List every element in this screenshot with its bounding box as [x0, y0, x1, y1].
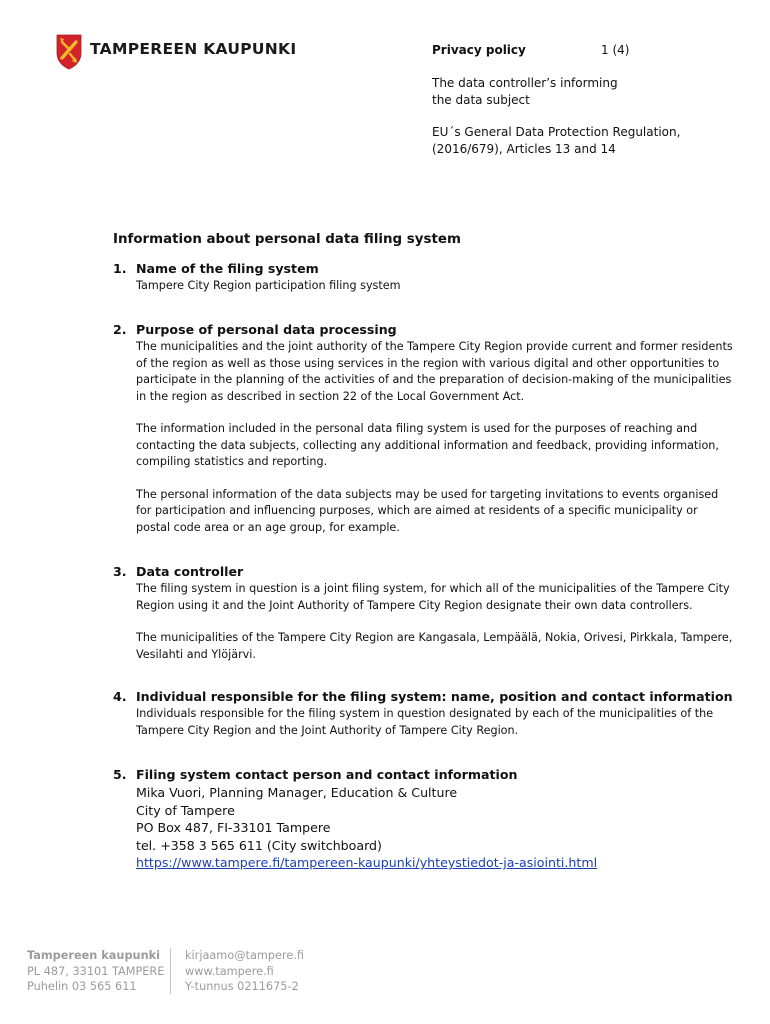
section-paragraph: The municipalities and the joint authority of the Tampere City Region provide current and former residents of the region as well as those using services in the region with various digital and other opportunities to participate in the planning of the activities of and the preparation of decision-making of the municipalities in the region as described in section 22 of the Local Government Act. [136, 340, 733, 403]
section-paragraph: The personal information of the data subjects may be used for targeting invitations to events organised for participation and influencing purposes, which are aimed at residents of a specific municipality or postal code area or an age group, for example. [136, 487, 719, 534]
header-regulation-line: (2016/679), Articles 13 and 14 [432, 142, 616, 156]
section-name-of-filing-system [113, 260, 733, 295]
document-type: Privacy policy [432, 43, 526, 57]
section-heading-text: Data controller [136, 564, 244, 579]
section-paragraph: The municipalities of the Tampere City Region are Kangasala, Lempäälä, Nokia, Orivesi, Pirkkala, Tampere, Vesilahti and Ylöjärvi. [136, 631, 733, 661]
contact-organization: City of Tampere [136, 802, 235, 818]
footer-phone: Puhelin 03 565 611 [27, 980, 137, 994]
section-heading [113, 688, 733, 706]
footer-org-name: Tampereen kaupunki [27, 949, 160, 962]
section-heading-text: Filing system contact person and contact information [136, 767, 518, 782]
page-number: 1 (4) [601, 43, 630, 57]
section-number: 2. [113, 322, 127, 337]
city-crest-logo [56, 34, 82, 70]
section-number: 1. [113, 261, 127, 276]
section-number: 5. [113, 767, 127, 782]
section-paragraph: The filing system in question is a joint filing system, for which all of the municipalities of the Tampere City Region using it and the Joint Authority of Tampere City Region designate their own data controllers. [136, 582, 730, 612]
footer-email: kirjaamo@tampere.fi [185, 949, 305, 962]
header-subtitle-line: The data controller’s informing [432, 76, 618, 90]
footer-divider [170, 948, 171, 994]
footer-postal-address: PL 487, 33101 TAMPERE [27, 964, 165, 978]
contact-address: PO Box 487, FI-33101 Tampere [136, 820, 331, 836]
brand-name: TAMPEREEN KAUPUNKI [90, 40, 297, 58]
section-heading-text: Individual responsible for the filing system: name, position and contact information [136, 689, 733, 704]
header-subtitle-line: the data subject [432, 93, 530, 107]
section-number: 4. [113, 689, 127, 704]
contact-name: Mika Vuori, Planning Manager, Education & Culture [136, 785, 458, 800]
footer-website: www.tampere.fi [185, 964, 274, 978]
section-contact-person [113, 766, 733, 872]
contact-link[interactable]: https://www.tampere.fi/tampereen-kaupunki/yhteystiedot-ja-asiointi.html [136, 855, 598, 871]
section-paragraph: Individuals responsible for the filing system in question designated by each of the municipalities of the Tampere City Region and the Joint Authority of Tampere City Region. [136, 707, 714, 737]
section-heading-text: Name of the filing system [136, 261, 319, 276]
section-heading [113, 321, 733, 339]
section-paragraph: Tampere City Region participation filing system [136, 279, 401, 292]
section-number: 3. [113, 564, 127, 579]
footer-business-id: Y-tunnus 0211675-2 [185, 980, 299, 994]
section-heading-text: Purpose of personal data processing [136, 322, 397, 337]
section-data-controller [113, 563, 733, 663]
footer-address [27, 948, 164, 995]
contact-phone: tel. +358 3 565 611 (City switchboard) [136, 837, 382, 853]
footer-contacts [185, 948, 304, 995]
section-heading [113, 260, 733, 278]
section-heading [113, 563, 733, 581]
section-purpose [113, 321, 733, 536]
page-title: Information about personal data filing system [113, 232, 461, 247]
header-regulation-line: EU´s General Data Protection Regulation, [432, 125, 681, 139]
section-heading [113, 766, 733, 784]
section-responsible-individual [113, 688, 733, 739]
section-paragraph: The information included in the personal data filing system is used for the purposes of reaching and contacting the data subjects, collecting any additional information and feedback, providing information, compiling statistics and reporting. [136, 422, 719, 468]
